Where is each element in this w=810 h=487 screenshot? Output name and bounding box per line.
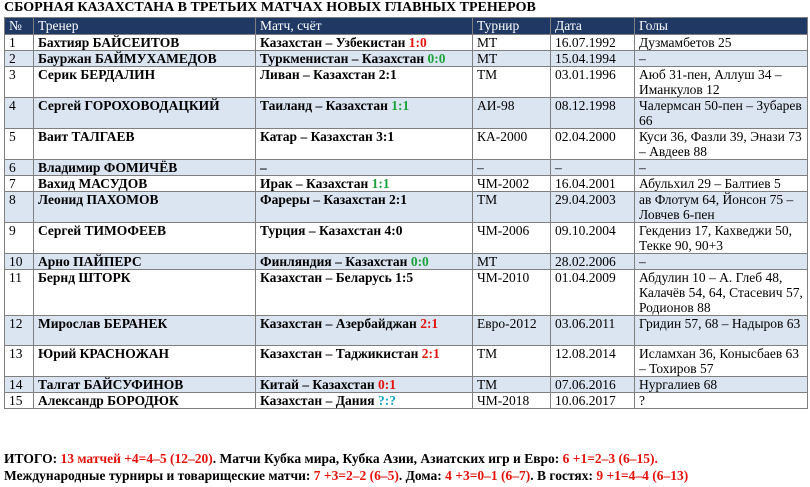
- match-teams: Китай – Казахстан: [260, 377, 378, 392]
- cell-coach: Александр БОРОДЮК: [34, 393, 256, 409]
- summary-home-label: . Дома:: [398, 468, 446, 483]
- match-teams: Казахстан – Азербайджан: [260, 316, 421, 331]
- cell-match: [256, 192, 473, 223]
- cell-number: 13: [5, 346, 34, 377]
- table-row: [5, 316, 808, 346]
- cell-match: [256, 129, 473, 160]
- cell-date: 28.02.2006: [551, 254, 635, 270]
- summary-away-label: . В гостях:: [530, 468, 597, 483]
- match-score: 2:1: [421, 346, 440, 361]
- cell-number: 7: [5, 176, 34, 192]
- match-score: 2:1: [420, 316, 439, 331]
- match-teams: Туркменистан – Казахстан: [260, 51, 428, 66]
- summary-line-2: [4, 468, 688, 484]
- cell-number: 6: [5, 160, 34, 176]
- cell-coach: Сергей ГОРОХОВОДАЦКИЙ: [34, 98, 256, 129]
- cell-tournament: МТ: [473, 51, 551, 67]
- header-goals: Голы: [635, 18, 808, 35]
- cell-tournament: ЧМ-2010: [473, 270, 551, 316]
- table-row: [5, 176, 808, 192]
- cell-date: 16.04.2001: [551, 176, 635, 192]
- summary-friendly-value: 7 +3=2–2 (6–5): [313, 468, 399, 483]
- cell-match: [256, 51, 473, 67]
- header-date: Дата: [551, 18, 635, 35]
- cell-goals: Исламхан 36, Конысбаев 63 – Тохиров 57: [635, 346, 808, 377]
- cell-date: 09.10.2004: [551, 223, 635, 254]
- cell-tournament: ТМ: [473, 346, 551, 377]
- cell-goals: Гекдениз 17, Кахведжи 50, Текке 90, 90+3: [635, 223, 808, 254]
- cell-tournament: КА-2000: [473, 129, 551, 160]
- header-tournament: Турнир: [473, 18, 551, 35]
- cell-coach: Юрий КРАСНОЖАН: [34, 346, 256, 377]
- table-row: [5, 346, 808, 377]
- cell-goals: ав Флотум 64, Йонсон 75 – Ловчев 6-пен: [635, 192, 808, 223]
- cell-date: 08.12.1998: [551, 98, 635, 129]
- summary-line-1: [4, 451, 658, 467]
- cell-match: [256, 176, 473, 192]
- cell-number: 15: [5, 393, 34, 409]
- cell-tournament: МТ: [473, 35, 551, 51]
- cell-date: –: [551, 160, 635, 176]
- summary-home-value: 4 +3=0–1 (6–7): [445, 468, 531, 483]
- cell-tournament: ТМ: [473, 192, 551, 223]
- cell-date: 02.04.2000: [551, 129, 635, 160]
- summary-total-value: 13 матчей +4=4–5 (12–20): [60, 451, 213, 466]
- cell-match: [256, 316, 473, 346]
- match-teams: Ирак – Казахстан: [260, 176, 372, 191]
- match-teams: Казахстан – Таджикистан: [260, 346, 422, 361]
- cell-date: 29.04.2003: [551, 192, 635, 223]
- cell-date: 01.04.2009: [551, 270, 635, 316]
- cell-number: 12: [5, 316, 34, 346]
- summary-friendly-label: Международные турниры и товарищеские матчи:: [4, 468, 314, 483]
- cell-coach: Арно ПАЙПЕРС: [34, 254, 256, 270]
- cell-tournament: –: [473, 160, 551, 176]
- cell-tournament: ТМ: [473, 67, 551, 98]
- cell-date: 16.07.1992: [551, 35, 635, 51]
- match-teams: Казахстан – Узбекистан: [260, 35, 409, 50]
- table-row: [5, 377, 808, 393]
- cell-coach: Бахтияр БАЙСЕИТОВ: [34, 35, 256, 51]
- header-coach: Тренер: [34, 18, 256, 35]
- cell-coach: Владимир ФОМИЧЁВ: [34, 160, 256, 176]
- cell-coach: Вахид МАСУДОВ: [34, 176, 256, 192]
- table-row: [5, 51, 808, 67]
- match-teams: Фареры – Казахстан 2:1: [260, 192, 407, 207]
- match-teams: Турция – Казахстан 4:0: [260, 223, 403, 238]
- cell-coach: Сергей ТИМОФЕЕВ: [34, 223, 256, 254]
- cell-match: [256, 270, 473, 316]
- cell-match: [256, 346, 473, 377]
- cell-tournament: Евро-2012: [473, 316, 551, 346]
- cell-goals: Чалермсан 50-пен – Зубарев 66: [635, 98, 808, 129]
- header-number: №: [5, 18, 34, 35]
- cell-goals: ?: [635, 393, 808, 409]
- match-score: 0:1: [377, 377, 396, 392]
- match-teams: Ливан – Казахстан 2:1: [260, 67, 397, 82]
- table-row: [5, 270, 808, 316]
- cell-match: [256, 98, 473, 129]
- cell-coach: Мирослав БЕРАНЕК: [34, 316, 256, 346]
- table-row: [5, 129, 808, 160]
- cell-match: [256, 160, 473, 176]
- match-score: 1:1: [391, 98, 410, 113]
- cell-tournament: АИ-98: [473, 98, 551, 129]
- match-teams: –: [260, 160, 267, 175]
- cell-goals: Гридин 57, 68 – Надыров 63: [635, 316, 808, 346]
- match-score: 1:1: [371, 176, 390, 191]
- cell-tournament: ТМ: [473, 377, 551, 393]
- page-title: СБОРНАЯ КАЗАХСТАНА В ТРЕТЬИХ МАТЧАХ НОВЫХ ГЛАВНЫХ ТРЕНЕРОВ: [4, 0, 536, 15]
- match-score: ?:?: [378, 393, 396, 408]
- summary-official-label: . Матчи Кубка мира, Кубка Азии, Азиатских игр и Евро:: [212, 451, 563, 466]
- table-row: [5, 192, 808, 223]
- cell-date: 03.01.1996: [551, 67, 635, 98]
- table-row: [5, 393, 808, 409]
- table-row: [5, 35, 808, 51]
- table-row: [5, 160, 808, 176]
- summary-official-value: 6 +1=2–3 (6–15).: [562, 451, 658, 466]
- cell-number: 8: [5, 192, 34, 223]
- cell-goals: Аюб 31-пен, Аллуш 34 – Иманкулов 12: [635, 67, 808, 98]
- cell-goals: –: [635, 51, 808, 67]
- summary-away-value: 9 +1=4–4 (6–13): [596, 468, 689, 483]
- table-row: [5, 254, 808, 270]
- cell-number: 2: [5, 51, 34, 67]
- cell-tournament: ЧМ-2018: [473, 393, 551, 409]
- cell-coach: Ваит ТАЛГАЕВ: [34, 129, 256, 160]
- cell-goals: Абульхил 29 – Балтиев 5: [635, 176, 808, 192]
- cell-coach: Серик БЕРДАЛИН: [34, 67, 256, 98]
- match-teams: Казахстан – Беларусь 1:5: [260, 270, 414, 285]
- match-teams: Катар – Казахстан 3:1: [260, 129, 395, 144]
- cell-match: [256, 35, 473, 51]
- coaches-table: [4, 17, 808, 409]
- cell-match: [256, 254, 473, 270]
- cell-date: 03.06.2011: [551, 316, 635, 346]
- cell-number: 3: [5, 67, 34, 98]
- cell-coach: Леонид ПАХОМОВ: [34, 192, 256, 223]
- table-header-row: [5, 18, 808, 35]
- cell-date: 07.06.2016: [551, 377, 635, 393]
- table-row: [5, 67, 808, 98]
- cell-goals: –: [635, 254, 808, 270]
- cell-number: 4: [5, 98, 34, 129]
- cell-number: 10: [5, 254, 34, 270]
- cell-tournament: ЧМ-2002: [473, 176, 551, 192]
- table-row: [5, 223, 808, 254]
- cell-date: 10.06.2017: [551, 393, 635, 409]
- cell-number: 9: [5, 223, 34, 254]
- cell-match: [256, 393, 473, 409]
- header-match: Матч, счёт: [256, 18, 473, 35]
- match-score: 0:0: [410, 254, 429, 269]
- cell-number: 14: [5, 377, 34, 393]
- cell-match: [256, 377, 473, 393]
- cell-number: 11: [5, 270, 34, 316]
- match-teams: Казахстан – Дания: [260, 393, 378, 408]
- cell-goals: Абдулин 10 – А. Глеб 48, Калачёв 54, 64, Стасевич 57, Родионов 88: [635, 270, 808, 316]
- match-teams: Таиланд – Казахстан: [260, 98, 392, 113]
- cell-date: 15.04.1994: [551, 51, 635, 67]
- summary-total-label: ИТОГО:: [4, 451, 61, 466]
- cell-coach: Талгат БАЙСУФИНОВ: [34, 377, 256, 393]
- match-teams: Финляндия – Казахстан: [260, 254, 411, 269]
- cell-goals: Куси 36, Фазли 39, Энази 73 – Авдеев 88: [635, 129, 808, 160]
- cell-coach: Бернд ШТОРК: [34, 270, 256, 316]
- cell-tournament: МТ: [473, 254, 551, 270]
- cell-match: [256, 223, 473, 254]
- match-score: 1:0: [408, 35, 427, 50]
- match-score: 0:0: [427, 51, 446, 66]
- table-row: [5, 98, 808, 129]
- cell-match: [256, 67, 473, 98]
- cell-goals: –: [635, 160, 808, 176]
- cell-goals: Дузмамбетов 25: [635, 35, 808, 51]
- cell-number: 5: [5, 129, 34, 160]
- cell-coach: Бауржан БАЙМУХАМЕДОВ: [34, 51, 256, 67]
- cell-date: 12.08.2014: [551, 346, 635, 377]
- cell-number: 1: [5, 35, 34, 51]
- cell-goals: Нургалиев 68: [635, 377, 808, 393]
- cell-tournament: ЧМ-2006: [473, 223, 551, 254]
